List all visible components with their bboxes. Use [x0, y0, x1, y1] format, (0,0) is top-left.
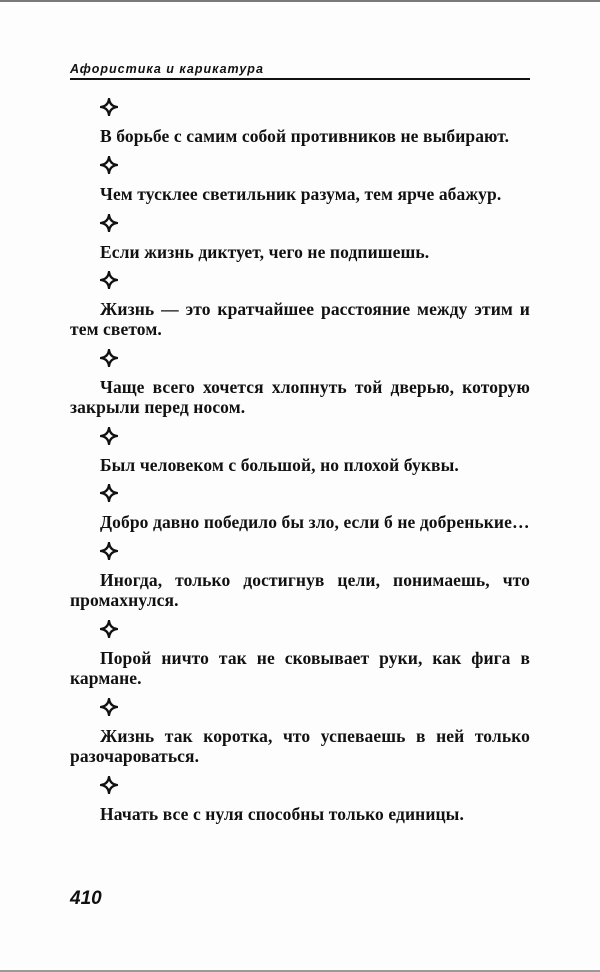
aphorism: Жизнь так коротка, что успеваешь в ней только разочароваться.	[70, 726, 530, 766]
aphorism: Порой ничто так не сковывает руки, как фига в кармане.	[70, 648, 530, 688]
aphorism: Был человеком с большой, но плохой буквы.	[100, 455, 459, 475]
aphorism: Чем тусклее светильник разума, тем ярче абажур.	[100, 184, 502, 204]
star-separator-icon	[100, 98, 118, 116]
star-separator-icon	[100, 698, 118, 716]
star-separator-icon	[100, 620, 118, 638]
running-head: Афористика и карикатура	[70, 62, 530, 80]
aphorism: Начать все с нуля способны только единицы.	[100, 804, 464, 824]
star-separator-icon	[100, 271, 118, 289]
aphorism: Чаще всего хочется хлопнуть той дверью, которую закрыли перед носом.	[70, 377, 530, 417]
aphorism: Добро давно победило бы зло, если б не добренькие…	[100, 512, 530, 532]
page-number: 410	[70, 888, 102, 909]
aphorism: Иногда, только достигнув цели, понимаешь, что промахнулся.	[70, 570, 530, 610]
star-separator-icon	[100, 776, 118, 794]
aphorism: В борьбе с самим собой противников не выбирают.	[100, 126, 510, 146]
star-separator-icon	[100, 214, 118, 232]
star-separator-icon	[100, 484, 118, 502]
aphorism: Если жизнь диктует, чего не подпишешь.	[100, 242, 430, 262]
star-separator-icon	[100, 427, 118, 445]
star-separator-icon	[100, 156, 118, 174]
aphorism-list	[70, 98, 530, 833]
star-separator-icon	[100, 542, 118, 560]
top-border	[0, 0, 600, 2]
aphorism: Жизнь — это кратчайшее расстояние между этим и тем светом.	[70, 299, 530, 339]
star-separator-icon	[100, 349, 118, 367]
